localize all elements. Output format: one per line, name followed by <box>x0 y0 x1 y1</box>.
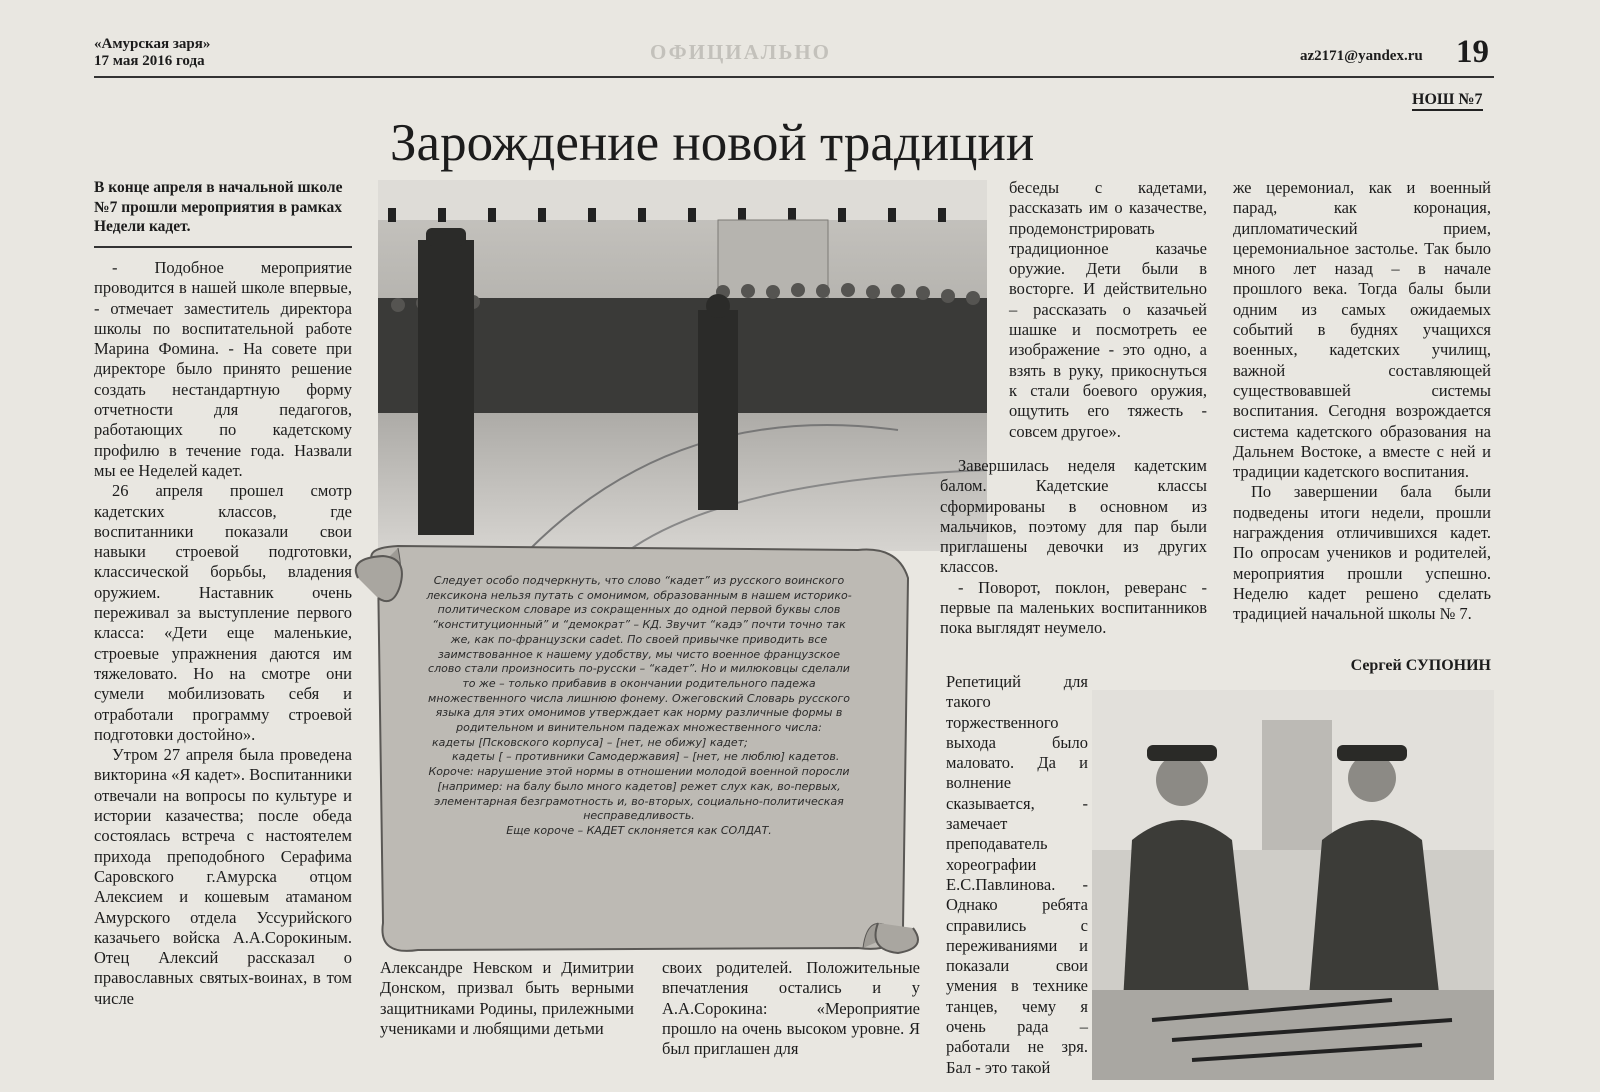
issue-date: 17 мая 2016 года <box>94 53 205 69</box>
column-2-bottom <box>946 672 1088 1078</box>
note-paragraph: Короче: нарушение этой нормы в отношении молодой военной поросли [например: на балу было много кадетов] режет слух как, во-первых, элементарная безграмотность и, во-вторых, социально-политическая несправедливость. <box>428 765 850 823</box>
paragraph: Александре Невском и Димитрии Донском, призвал быть верными защитниками Родины, прилежными учениками и любящими детьми <box>380 958 634 1038</box>
page-number: 19 <box>1456 34 1489 70</box>
paragraph: - Поворот, поклон, реверанс - первые па маленьких воспитанников пока выглядят неумело. <box>940 577 1207 638</box>
note-example-2: кадеты [ – противники Самодержавия] – [нет, не люблю] кадетов. <box>452 750 840 764</box>
column-2-middle <box>940 456 1207 639</box>
paragraph: своих родителей. Положительные впечатления остались и у А.А.Сорокина: «Мероприятие прошло на очень высоком уровне. Я был приглашен для <box>662 958 920 1059</box>
author-byline: Сергей СУПОНИН <box>1350 657 1491 674</box>
paragraph: По завершении бала были подведены итоги недели, прошли награждения отличившихся кадет. По опросам учеников и родителей, мероприятия прошли успешно. Неделю кадет решено сделать традицией начальной школы № 7. <box>1233 482 1491 624</box>
masthead-left <box>94 36 210 70</box>
note-paragraph: Следует особо подчеркнуть, что слово “кадет” из русского воинского лексикона нельзя путать с омонимом, образованным в нашем историко-политическом словаре из сокращенных до одной первой буквы слов “конституционный” и “демократ” – КД. Звучит “кадэ” почти точно так же, как по-французски cadet. По своей привычке приводить все заимствованное к нашему удобству, мы чисто военное французское слово стали произносить по-русски – “кадет”. Но и милюковцы сделали то же – только прибавив в окончании родительного падежа множественного числа лишнюю фонему. Ожеговский Словарь русского языка для этих омонимов утверждает как норму различные формы в родительном и винительном падежах множественного числа: <box>426 574 852 735</box>
column-bottom-right <box>662 958 920 1059</box>
lead-rule <box>94 246 352 248</box>
column-1 <box>94 258 352 1009</box>
newspaper-name: «Амурская заря» <box>94 36 211 52</box>
header-rule <box>94 76 1494 78</box>
paragraph: беседы с кадетами, рассказать им о казачестве, продемонстрировать традиционное казачье оружие. Дети были в восторге. И действительно – рассказать о казачьей шашке и посмотреть ее изображение - это одно, а взять в руку, прикоснуться к стали боевого оружия, ощутить его тяжесть - совсем другое». <box>1009 178 1207 441</box>
column-3 <box>1233 178 1491 625</box>
paragraph: - Подобное мероприятие проводится в нашей школе впервые, - отмечает заместитель директора школы по воспитательной работе Марина Фомина. - На совете при директоре было принято решение создать нестандартную форму отчетности для педагогов, работающих по кадетскому профилю в течение года. Назвали мы ее Неделей кадет. <box>94 258 352 480</box>
paragraph: Репетиций для такого торжественного выхода было маловато. Да и волнение сказывается, - замечает преподаватель хореографии Е.С.Павлинова. - Однако ребята справились с переживаниями и показали свои умения в технике танцев, чему я очень рада – работали не зря. Бал - это такой <box>946 672 1088 1077</box>
faded-masthead: ОФИЦИАЛЬНО <box>650 40 831 64</box>
email-address: az2171@yandex.ru <box>1300 48 1423 64</box>
paragraph: Завершилась неделя кадетским балом. Кадетские классы сформированы в основном из мальчиков, поэтому для пар были приглашены девочки из других классов. <box>940 456 1207 577</box>
note-conclusion: Еще короче – КАДЕТ склоняется как СОЛДАТ. <box>506 823 772 837</box>
note-example-1: кадеты [Псковского корпуса] – [нет, не обижу] кадет; <box>432 735 748 749</box>
photo-cossack-officers <box>1092 690 1494 1080</box>
paragraph: 26 апреля прошел смотр кадетских классов, где воспитанники показали свои навыки строевой подготовки, классической борьбы, владения оружием. Наставник очень переживал за выступление первого класса: «Дети еще маленькие, строевые упражнения даются им тяжеловато. Но на смотре они сумели мобилизовать себя и отработали программу строевой подготовки достойно». <box>94 481 352 744</box>
photo-cadets-parade <box>378 180 987 551</box>
paragraph: же церемониал, как и военный парад, как коронация, дипломатический прием, церемониальное застолье. Так было много лет назад – в начале прошлого века. Тогда балы были одним из самых ожидаемых событий в буднях учащихся военных, кадетских училищ, важной составляющей существовавшей системы воспитания. Сегодня возрождается система кадетского образования на Дальнем Востоке, а вместе с ней и традиции кадетского воспитания. <box>1233 178 1491 482</box>
column-bottom-left <box>380 958 634 1039</box>
article-lead: В конце апреля в начальной школе №7 прошли мероприятия в рамках Недели кадет. <box>94 179 343 235</box>
article-title: Зарождение новой традиции <box>390 114 1035 172</box>
column-2-top <box>1009 178 1207 442</box>
sidebar-note <box>424 574 854 839</box>
paragraph: Утром 27 апреля была проведена викторина «Я кадет». Воспитанники отвечали на вопросы по культуре и истории казачества; после обеда состоялась встреча с настоятелем прихода преподобного Серафима Саровского г.Амурска отцом Алексием и кошевым атаманом Амурского отдела Уссурийского казачьего войска А.А.Сорокиным. Отец Алексий рассказал о православных святых-воинах, в том числе <box>94 745 352 1008</box>
section-label: НОШ №7 <box>1412 90 1483 111</box>
